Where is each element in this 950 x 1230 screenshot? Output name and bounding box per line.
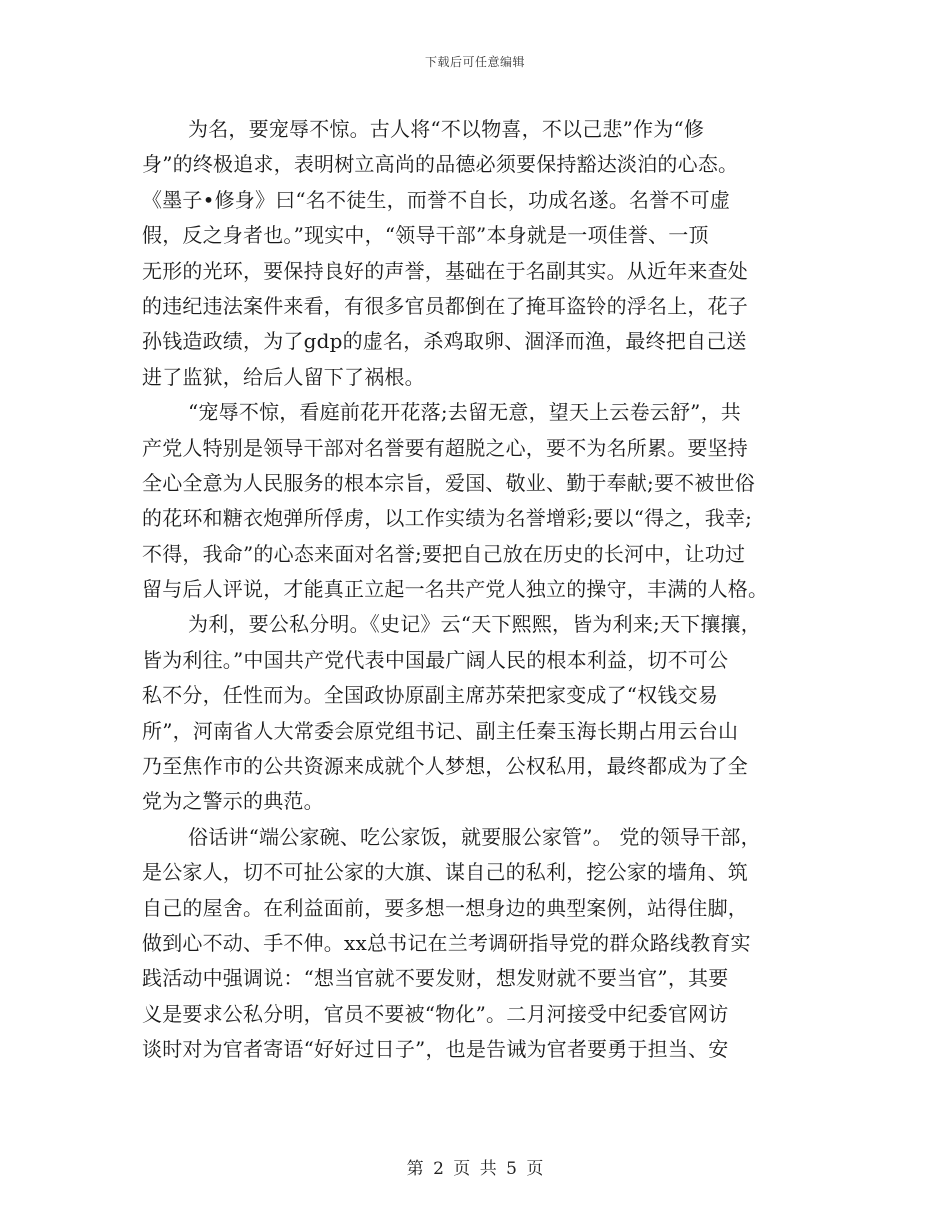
text-line: 不得，我命”的心态来面对名誉;要把自己放在历史的长河中，让功过 <box>142 541 746 566</box>
text-line: 党为之警示的典范。 <box>142 789 324 814</box>
text-line: 产党人特别是领导干部对名誉要有超脱之心，要不为名所累。要坚持 <box>142 435 748 460</box>
text-line: 私不分，任性而为。全国政协原副主席苏荣把家变成了“权钱交易 <box>142 683 719 708</box>
document-body <box>142 112 822 1068</box>
text-line: 为名，要宠辱不惊。古人将“不以物喜，不以己悲”作为“修 <box>188 117 705 141</box>
text-line: 为利，要公私分明。《史记》云“天下熙熙，皆为利来;天下攘攘， <box>188 612 761 637</box>
text-line: 俗话讲“端公家碗、吃公家饭，就要服公家管”。 党的领导干部， <box>188 824 761 849</box>
text-line: 乃至焦作市的公共资源来成就个人梦想，公权私用，最终都成为了全 <box>142 754 748 779</box>
text-line: 假，反之身者也。”现实中，“领导干部”本身就是一项佳誉、一顶 <box>142 223 709 248</box>
text-line: “宠辱不惊，看庭前花开花落;去留无意，望天上云卷云舒”，共 <box>188 400 741 425</box>
text-line: 的违纪违法案件来看，有很多官员都倒在了掩耳盗铃的浮名上，花子 <box>142 293 748 318</box>
text-line: 义是要求公私分明，官员不要被“物化”。二月河接受中纪委官网访 <box>142 1001 729 1026</box>
text-line: 进了监狱，给后人留下了祸根。 <box>142 364 425 389</box>
text-line: 践活动中强调说：“想当官就不要发财，想发财就不要当官”，其要 <box>142 966 729 991</box>
page-header-note: 下载后可任意编辑 <box>424 55 525 69</box>
text-line: 全心全意为人民服务的根本宗旨，爱国、敬业、勤于奉献;要不被世俗 <box>142 470 755 495</box>
text-line: 自己的屋舍。在利益面前，要多想一想身边的典型案例，站得住脚， <box>142 895 748 920</box>
text-line: 皆为利往。”中国共产党代表中国最广阔人民的根本利益，切不可公 <box>142 647 729 672</box>
text-line: 是公家人，切不可扯公家的大旗、谋自己的私利，挖公家的墙角、筑 <box>142 860 748 885</box>
text-line: 孙钱造政绩，为了gdp的虚名，杀鸡取卵、涸泽而渔，最终把自己送 <box>142 329 747 354</box>
text-line: 谈时对为官者寄语“好好过日子”，也是告诫为官者要勇于担当、安 <box>142 1037 729 1062</box>
text-line: 做到心不动、手不伸。xx总书记在兰考调研指导党的群众路线教育实 <box>142 930 751 955</box>
text-line: 的花环和糖衣炮弹所俘虏，以工作实绩为名誉增彩;要以“得之，我幸; <box>142 506 753 531</box>
text-line: 留与后人评说，才能真正立起一名共产党人独立的操守，丰满的人格。 <box>142 577 769 602</box>
text-line: 身”的终极追求，表明树立高尚的品德必须要保持豁达淡泊的心态。 <box>142 152 739 177</box>
text-line: 无形的光环，要保持良好的声誉，基础在于名副其实。从近年来查处 <box>142 258 748 283</box>
page-number-footer: 第 2 页 共 5 页 <box>406 1159 544 1179</box>
text-line: 所”，河南省人大常委会原党组书记、副主任秦玉海长期占用云台山 <box>142 718 739 743</box>
text-line: 《墨子•修身》曰“名不徒生，而誉不自长，功成名遂。名誉不可虚 <box>142 187 731 212</box>
